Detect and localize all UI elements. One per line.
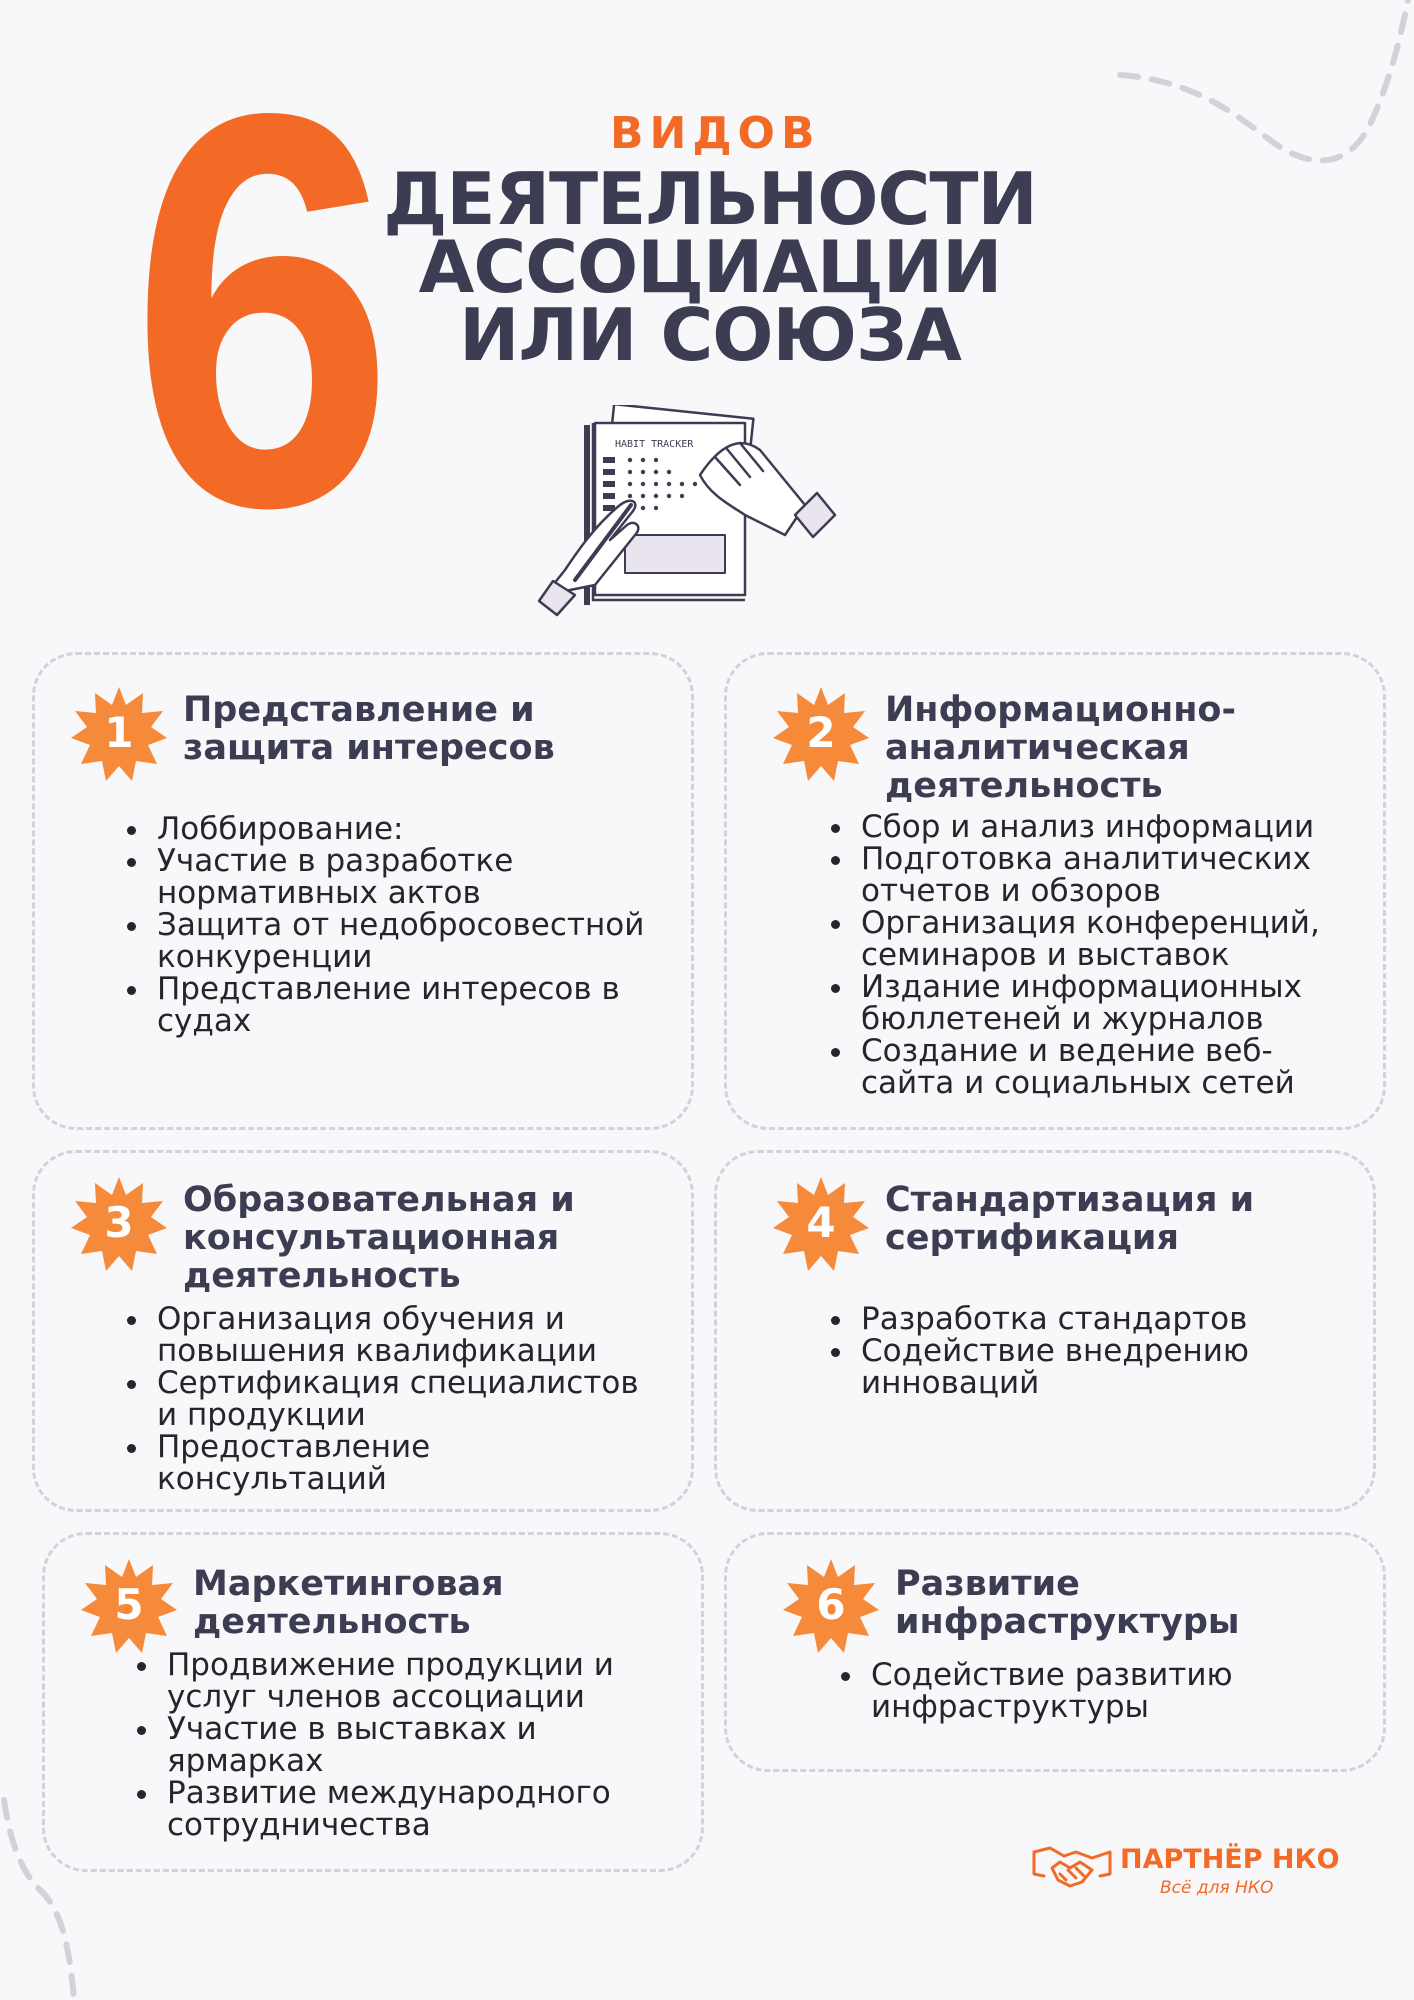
list-item [157,973,644,1037]
list-item-line: Сертификация специалистов [157,1365,639,1401]
card-1-title-line-2: защита интересов [183,728,555,768]
list-item-line: нормативных актов [157,875,481,911]
list-item-line: Организация обучения и [157,1301,565,1337]
card-1-title-line-1: Представление и [183,690,535,730]
list-item-line: Представление интересов в [157,971,620,1007]
list-item-line: конкуренции [157,939,373,975]
card-6-title-line-1: Развитие [895,1564,1080,1604]
list-item-line: ярмарках [167,1743,324,1779]
card-5-badge [79,1555,179,1655]
card-6-number: 6 [816,1580,846,1629]
card-4-number: 4 [806,1198,836,1247]
card-3-list [125,1303,639,1495]
card-2-title-line-1: Информационно- [885,690,1236,730]
page-title [340,157,1080,377]
list-item-line: Сбор и анализ информации [861,809,1315,845]
list-item-line: сайта и социальных сетей [861,1065,1295,1101]
page-title-line-2: АССОЦИАЦИИ [418,225,1002,309]
card-3-title-line-1: Образовательная и [183,1180,575,1220]
list-item-line: Подготовка аналитических [861,841,1311,877]
card-3-badge [69,1173,169,1273]
card-3-title-line-2: консультационная [183,1218,560,1258]
list-item [167,1649,614,1713]
list-item-line: Участие в выставках и [167,1711,537,1747]
list-item-line: и продукции [157,1397,366,1433]
card-2-title-line-2: аналитическая [885,728,1190,768]
card-5-title-line-1: Маркетинговая [193,1564,504,1604]
card-1-badge [69,683,169,783]
card-2-badge [771,683,871,783]
list-item-line: сотрудничества [167,1807,431,1843]
list-item-line: Содействие развитию [871,1657,1233,1693]
page-title-line-1: ДЕЯТЕЛЬНОСТИ [383,157,1037,241]
list-item-line: повышения квалификации [157,1333,598,1369]
list-item [167,1713,614,1777]
list-item-line: Издание информационных [861,969,1302,1005]
list-item [157,845,644,909]
card-4-title-line-1: Стандартизация и [885,1180,1255,1220]
list-item-line: Содействие внедрению [861,1333,1250,1369]
list-item-line: отчетов и обзоров [861,873,1162,909]
card-6-title [895,1565,1240,1641]
card-2-list [829,811,1320,1099]
list-item-line: Продвижение продукции и [167,1647,614,1683]
list-item-line: услуг членов ассоциации [167,1679,585,1715]
card-1-title [183,691,555,767]
card-3-title-line-3: деятельность [183,1256,461,1296]
list-item [871,1659,1233,1723]
brand-logo [1030,1838,1340,1898]
list-item-line: судах [157,1003,252,1039]
list-item [861,1035,1320,1099]
card-6-badge [781,1555,881,1655]
list-item-line: Разработка стандартов [861,1301,1248,1337]
card-6-title-line-2: инфраструктуры [895,1602,1240,1642]
list-item-line: инноваций [861,1365,1040,1401]
card-6 [724,1532,1386,1772]
page-title-line-3: ИЛИ СОЮЗА [459,293,961,377]
card-2 [724,652,1386,1130]
list-item-line: Создание и ведение веб- [861,1033,1273,1069]
card-1-number: 1 [104,708,134,757]
list-item-line: Развитие международного [167,1775,611,1811]
card-4-list [829,1303,1249,1399]
card-4-title [885,1181,1254,1257]
list-item-line: Защита от недобросовестной [157,907,645,943]
list-item-line: семинаров и выставок [861,937,1230,973]
list-item [861,811,1320,843]
list-item [157,909,644,973]
brand-name: ПАРТНЁР НКО [1120,1844,1340,1875]
card-2-title [885,691,1236,805]
card-4-badge [771,1173,871,1273]
card-2-title-line-3: деятельность [885,766,1163,806]
list-item-line: бюллетеней и журналов [861,1001,1264,1037]
card-3 [32,1150,694,1512]
list-item [861,1303,1249,1335]
list-item-line: Организация конференций, [861,905,1320,941]
big-number-six: 6 [130,0,387,623]
list-item [861,971,1320,1035]
list-item-line: инфраструктуры [871,1689,1150,1725]
card-6-list [839,1659,1233,1723]
card-4 [714,1150,1376,1512]
card-5-title-line-2: деятельность [193,1602,471,1642]
card-3-number: 3 [104,1198,134,1247]
card-1 [32,652,694,1130]
card-5-number: 5 [114,1580,144,1629]
list-item-line: Участие в разработке [157,843,514,879]
list-item [157,1303,639,1367]
brand-tagline: Всё для НКО [1160,1878,1274,1898]
habit-tracker-label: HABIT TRACKER [615,439,694,450]
decorative-dashed-curve-top [1110,0,1414,190]
list-item [167,1777,614,1841]
habit-tracker-illustration [535,405,855,625]
header-kicker-text: ВИДОВ [610,108,821,159]
card-5-title [193,1565,504,1641]
card-2-number: 2 [806,708,836,757]
card-5-list [135,1649,614,1841]
handshake-icon [1030,1838,1114,1894]
list-item [157,1431,639,1495]
card-4-title-line-2: сертификация [885,1218,1179,1258]
list-item [157,813,644,845]
list-item-line: Предоставление [157,1429,431,1465]
list-item [861,907,1320,971]
card-1-list [125,813,644,1037]
card-3-title [183,1181,575,1295]
list-item-line: Лоббирование: [157,811,404,847]
list-item-line: консультаций [157,1461,387,1497]
list-item [157,1367,639,1431]
list-item [861,1335,1249,1399]
card-5 [42,1532,704,1872]
list-item [861,843,1320,907]
